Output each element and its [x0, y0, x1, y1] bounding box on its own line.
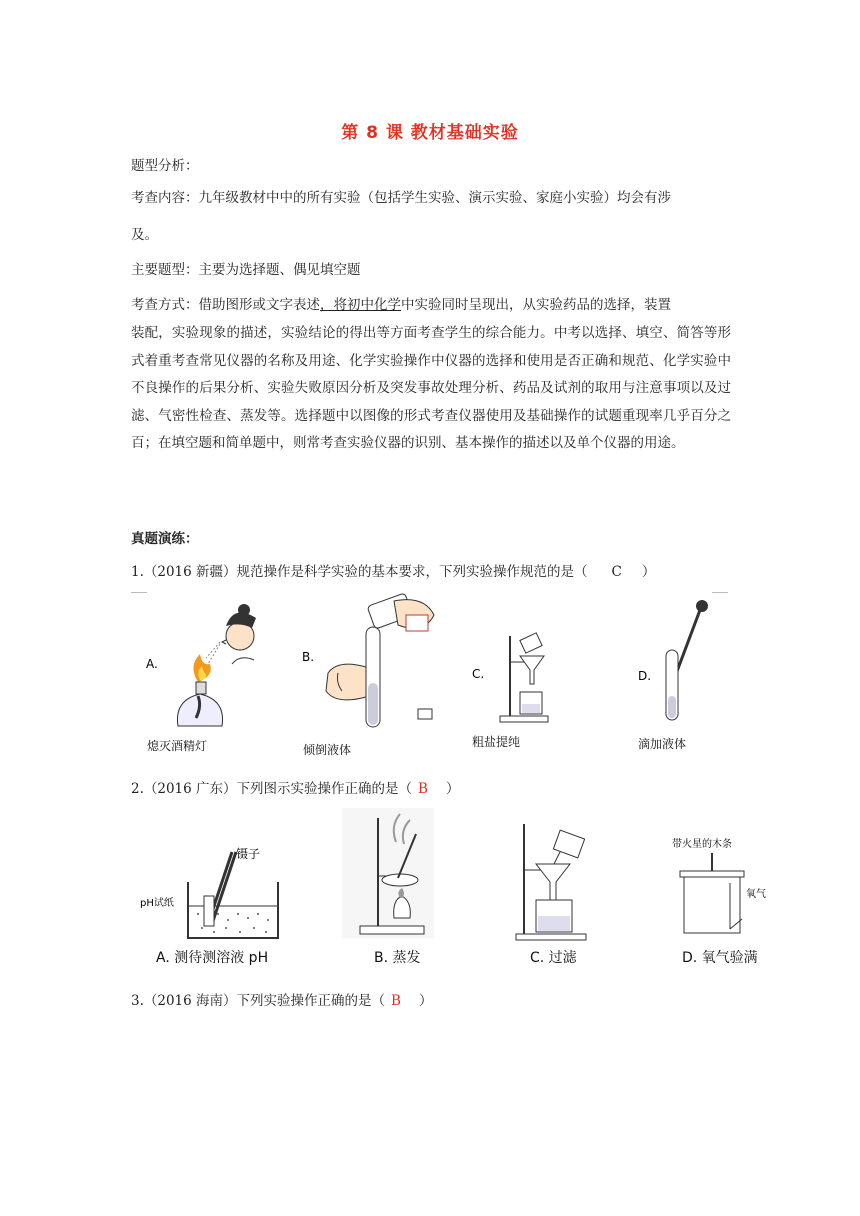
- q1-figure-d: [636, 598, 716, 728]
- practice-heading: 真题演练：: [131, 531, 199, 547]
- q3-answer: B: [391, 993, 401, 1009]
- q2-answer: B: [418, 781, 428, 797]
- q3-stem-text: 3.（2016 海南）下列实验操作正确的是（: [131, 993, 386, 1009]
- q3-stem: [131, 991, 432, 1011]
- q1-stem-text: 1.（2016 新疆）规范操作是科学实验的基本要求，下列实验操作规范的是（: [131, 564, 588, 580]
- q1-answer: C: [611, 564, 622, 580]
- q2-d-caption: D. 氧气验满: [682, 950, 758, 966]
- q1-c-letter: C.: [472, 667, 485, 681]
- q2-a-label-tweezers: 镊子: [236, 847, 261, 861]
- q2-d-label-splint: 带火星的木条: [672, 839, 732, 850]
- q2-figure-d: [672, 833, 782, 943]
- q2-stem-text: 2.（2016 广东）下列图示实验操作正确的是（: [131, 781, 413, 797]
- types-line: 主要题型：主要为选择题、偶见填空题: [131, 262, 361, 278]
- divider: [131, 592, 147, 593]
- q2-close: ）: [445, 781, 460, 797]
- q1-b-letter: B.: [302, 650, 315, 664]
- content-line1: 考查内容：九年级教材中中的所有实验（包括学生实验、演示实验、家庭小实验）均会有涉: [131, 190, 671, 206]
- q1-stem: [131, 562, 655, 582]
- q1-figure-a: [140, 596, 260, 731]
- q2-figure-b: [338, 808, 438, 943]
- q1-a-caption: 熄灭酒精灯: [147, 739, 208, 753]
- q1-d-letter: D.: [638, 669, 652, 683]
- q1-c-caption: 粗盐提纯: [472, 735, 521, 749]
- q2-stem: [131, 779, 459, 799]
- method-suffix: 中实验同时呈现出，从实验药品的选择，装置: [401, 297, 671, 313]
- q2-figure-c: [508, 818, 598, 943]
- q1-b-caption: 倾倒液体: [303, 743, 352, 757]
- q2-b-caption: B. 蒸发: [374, 950, 421, 966]
- q1-close: ）: [641, 564, 656, 580]
- q2-a-label-paper: pH试纸: [140, 898, 174, 909]
- q1-d-caption: 滴加液体: [638, 737, 687, 751]
- q1-figure-b: [298, 593, 448, 733]
- q2-a-caption: A. 测待测溶液 pH: [156, 950, 269, 966]
- q2-c-caption: C. 过滤: [530, 950, 577, 966]
- divider: [712, 592, 728, 593]
- content-line2: 及。: [131, 227, 158, 243]
- analysis-heading: 题型分析：: [131, 158, 199, 174]
- q2-figure-a: [140, 838, 290, 943]
- method-underlined: ，将初中化学: [320, 297, 401, 313]
- q1-a-letter: A.: [146, 657, 158, 671]
- method-prefix: 考查方式：借助图形或文字表述: [131, 297, 320, 313]
- method-paragraph: 装配，实验现象的描述，实验结论的得出等方面考查学生的综合能力。中考以选择、填空、简答等形式着重考查常见仪器的名称及用途、化学实验操作中仪器的选择和使用是否正确和规范、化学实验中不良操作的后果分析、实验失败原因分析及突发事故处理分析、药品及试剂的取用与注意事项以及过滤、气密性检查、蒸发等。选择题中以图像的形式考查仪器使用及基础操作的试题重现率几乎百分之百；在填空题和简单题中，则常考查实验仪器的识别、基本操作的描述以及单个仪器的用途。: [131, 325, 731, 451]
- q2-d-label-oxygen: 氧气: [746, 889, 766, 900]
- q1-figure-c: [470, 600, 550, 730]
- method-line: [131, 295, 671, 315]
- page-title: 第 8 课 教材基础实验: [341, 123, 519, 143]
- q3-close: ）: [418, 993, 433, 1009]
